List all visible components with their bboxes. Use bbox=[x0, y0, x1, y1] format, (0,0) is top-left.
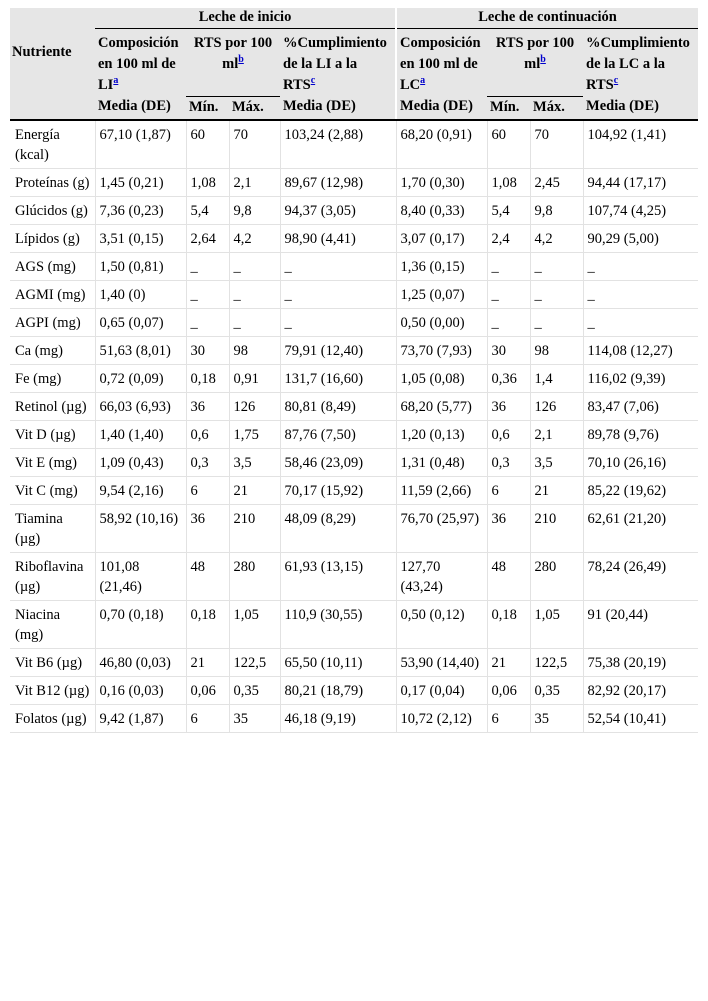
cell-li-media-de: 7,36 (0,23) bbox=[95, 196, 186, 224]
footnote-c-link-2[interactable]: c bbox=[613, 75, 619, 87]
cell-li-rts-min: 5,4 bbox=[186, 196, 229, 224]
cell-nutrient-name: Vit C (mg) bbox=[10, 476, 95, 504]
cell-lc-rts-min: 6 bbox=[487, 476, 530, 504]
table-row bbox=[10, 676, 698, 704]
cell-li-media-de: 9,54 (2,16) bbox=[95, 476, 186, 504]
cell-nutrient-name: Vit E (mg) bbox=[10, 448, 95, 476]
cell-lc-media-de: 68,20 (0,91) bbox=[396, 120, 487, 169]
cell-li-rts-max: 280 bbox=[229, 552, 280, 600]
cell-nutrient-name: Ca (mg) bbox=[10, 336, 95, 364]
cell-lc-rts-min: 0,6 bbox=[487, 420, 530, 448]
cell-li-rts-min: 0,3 bbox=[186, 448, 229, 476]
cell-lc-rts-min: _ bbox=[487, 280, 530, 308]
cell-li-cumplimiento: 61,93 (13,15) bbox=[280, 552, 396, 600]
footnote-c-link[interactable]: c bbox=[310, 75, 316, 87]
cell-nutrient-name: Vit B6 (µg) bbox=[10, 648, 95, 676]
cell-lc-rts-max: 9,8 bbox=[530, 196, 583, 224]
header-li-code: LI bbox=[98, 77, 114, 93]
cell-li-cumplimiento: 80,81 (8,49) bbox=[280, 392, 396, 420]
header-a-la-rts-li: a la RTS bbox=[283, 56, 358, 93]
cell-li-rts-min: 1,08 bbox=[186, 168, 229, 196]
cell-lc-rts-max: 4,2 bbox=[530, 224, 583, 252]
cell-li-cumplimiento: 87,76 (7,50) bbox=[280, 420, 396, 448]
cell-li-cumplimiento: 94,37 (3,05) bbox=[280, 196, 396, 224]
table-row bbox=[10, 600, 698, 648]
cell-li-rts-max: 0,91 bbox=[229, 364, 280, 392]
cell-lc-rts-min: 0,3 bbox=[487, 448, 530, 476]
cell-nutrient-name: Vit D (µg) bbox=[10, 420, 95, 448]
cell-lc-rts-min: 0,06 bbox=[487, 676, 530, 704]
cell-li-rts-max: 21 bbox=[229, 476, 280, 504]
table-row bbox=[10, 224, 698, 252]
cell-lc-media-de: 53,90 (14,40) bbox=[396, 648, 487, 676]
cell-lc-rts-max: 70 bbox=[530, 120, 583, 169]
table-row bbox=[10, 420, 698, 448]
cell-li-cumplimiento: 89,67 (12,98) bbox=[280, 168, 396, 196]
cell-li-rts-max: 70 bbox=[229, 120, 280, 169]
table-row bbox=[10, 648, 698, 676]
header-rts-lc-text: RTS por 100 ml bbox=[495, 35, 575, 72]
cell-lc-media-de: 10,72 (2,12) bbox=[396, 704, 487, 732]
header-max-li: Máx. bbox=[229, 96, 280, 120]
header-li-code-2: LI bbox=[316, 56, 332, 72]
header-media-de-lc: Media (DE) bbox=[396, 96, 487, 120]
cell-lc-cumplimiento: 114,08 (12,27) bbox=[583, 336, 698, 364]
cell-lc-rts-max: 35 bbox=[530, 704, 583, 732]
cell-li-rts-max: 0,35 bbox=[229, 676, 280, 704]
cell-nutrient-name: Niacina (mg) bbox=[10, 600, 95, 648]
cell-li-media-de: 1,40 (0) bbox=[95, 280, 186, 308]
cell-lc-rts-max: 2,1 bbox=[530, 420, 583, 448]
cell-lc-cumplimiento: 70,10 (26,16) bbox=[583, 448, 698, 476]
footnote-b-link-2[interactable]: b bbox=[540, 54, 546, 66]
cell-li-rts-max: 1,05 bbox=[229, 600, 280, 648]
header-nutriente: Nutriente bbox=[10, 8, 95, 96]
cell-lc-cumplimiento: 89,78 (9,76) bbox=[583, 420, 698, 448]
table-row bbox=[10, 476, 698, 504]
cell-li-cumplimiento: 65,50 (10,11) bbox=[280, 648, 396, 676]
cell-lc-rts-max: 0,35 bbox=[530, 676, 583, 704]
cell-li-cumplimiento: 98,90 (4,41) bbox=[280, 224, 396, 252]
cell-lc-rts-min: 0,36 bbox=[487, 364, 530, 392]
cell-li-media-de: 46,80 (0,03) bbox=[95, 648, 186, 676]
cell-li-rts-min: _ bbox=[186, 280, 229, 308]
cell-lc-media-de: 1,36 (0,15) bbox=[396, 252, 487, 280]
cell-li-cumplimiento: _ bbox=[280, 252, 396, 280]
cell-nutrient-name: Folatos (µg) bbox=[10, 704, 95, 732]
cell-lc-rts-min: 6 bbox=[487, 704, 530, 732]
cell-li-cumplimiento: 110,9 (30,55) bbox=[280, 600, 396, 648]
cell-li-rts-max: _ bbox=[229, 308, 280, 336]
cell-nutrient-name: Retinol (µg) bbox=[10, 392, 95, 420]
cell-li-rts-min: 0,18 bbox=[186, 364, 229, 392]
cell-lc-media-de: 1,25 (0,07) bbox=[396, 280, 487, 308]
header-max-lc: Máx. bbox=[530, 96, 583, 120]
cell-lc-media-de: 8,40 (0,33) bbox=[396, 196, 487, 224]
cell-nutrient-name: Proteínas (g) bbox=[10, 168, 95, 196]
cell-li-media-de: 1,09 (0,43) bbox=[95, 448, 186, 476]
cell-li-rts-max: _ bbox=[229, 252, 280, 280]
header-cumplimiento-li bbox=[280, 29, 396, 97]
cell-li-rts-max: 210 bbox=[229, 504, 280, 552]
cell-lc-media-de: 0,17 (0,04) bbox=[396, 676, 487, 704]
cell-lc-rts-max: 126 bbox=[530, 392, 583, 420]
cell-li-rts-min: 0,18 bbox=[186, 600, 229, 648]
cell-li-rts-min: _ bbox=[186, 308, 229, 336]
header-group-leche-de-continuacion: Leche de continuación bbox=[396, 8, 698, 29]
header-min-li: Mín. bbox=[186, 96, 229, 120]
cell-nutrient-name: Lípidos (g) bbox=[10, 224, 95, 252]
cell-lc-media-de: 3,07 (0,17) bbox=[396, 224, 487, 252]
cell-li-rts-min: 30 bbox=[186, 336, 229, 364]
table-row bbox=[10, 504, 698, 552]
cell-lc-rts-max: 1,05 bbox=[530, 600, 583, 648]
footnote-a-link-2[interactable]: a bbox=[420, 75, 426, 87]
cell-lc-rts-min: _ bbox=[487, 252, 530, 280]
table-row bbox=[10, 308, 698, 336]
cell-lc-cumplimiento: 52,54 (10,41) bbox=[583, 704, 698, 732]
cell-li-rts-max: 3,5 bbox=[229, 448, 280, 476]
cell-lc-cumplimiento: 91 (20,44) bbox=[583, 600, 698, 648]
cell-li-cumplimiento: _ bbox=[280, 308, 396, 336]
cell-lc-rts-max: 98 bbox=[530, 336, 583, 364]
footnote-a-link[interactable]: a bbox=[113, 75, 119, 87]
table-body bbox=[10, 120, 698, 733]
cell-li-rts-max: _ bbox=[229, 280, 280, 308]
cell-li-rts-max: 126 bbox=[229, 392, 280, 420]
header-media-de-li: Media (DE) bbox=[95, 96, 186, 120]
header-cumplimiento-lc-text: %Cumplimiento de la bbox=[586, 35, 690, 72]
table-row bbox=[10, 364, 698, 392]
cell-lc-cumplimiento: _ bbox=[583, 252, 698, 280]
header-composicion-lc-text: Composición en 100 ml de bbox=[400, 35, 481, 72]
cell-li-rts-min: 21 bbox=[186, 648, 229, 676]
header-rts-li-text: RTS por 100 ml bbox=[193, 35, 273, 72]
cell-nutrient-name: AGS (mg) bbox=[10, 252, 95, 280]
cell-lc-media-de: 0,50 (0,00) bbox=[396, 308, 487, 336]
cell-lc-rts-max: 3,5 bbox=[530, 448, 583, 476]
cell-li-rts-max: 9,8 bbox=[229, 196, 280, 224]
cell-li-media-de: 9,42 (1,87) bbox=[95, 704, 186, 732]
cell-nutrient-name: Vit B12 (µg) bbox=[10, 676, 95, 704]
cell-lc-rts-max: 280 bbox=[530, 552, 583, 600]
header-lc-code: LC bbox=[400, 77, 421, 93]
cell-lc-cumplimiento: 104,92 (1,41) bbox=[583, 120, 698, 169]
cell-lc-media-de: 73,70 (7,93) bbox=[396, 336, 487, 364]
cell-lc-media-de: 11,59 (2,66) bbox=[396, 476, 487, 504]
cell-li-media-de: 58,92 (10,16) bbox=[95, 504, 186, 552]
cell-lc-cumplimiento: 94,44 (17,17) bbox=[583, 168, 698, 196]
cell-lc-cumplimiento: 116,02 (9,39) bbox=[583, 364, 698, 392]
header-rts-lc bbox=[487, 29, 583, 97]
cell-lc-rts-max: 122,5 bbox=[530, 648, 583, 676]
cell-lc-rts-max: 1,4 bbox=[530, 364, 583, 392]
header-group-leche-de-inicio: Leche de inicio bbox=[95, 8, 396, 29]
cell-li-rts-min: 48 bbox=[186, 552, 229, 600]
cell-lc-rts-max: _ bbox=[530, 252, 583, 280]
cell-lc-rts-min: 5,4 bbox=[487, 196, 530, 224]
cell-lc-cumplimiento: 90,29 (5,00) bbox=[583, 224, 698, 252]
cell-li-cumplimiento: 79,91 (12,40) bbox=[280, 336, 396, 364]
cell-lc-rts-min: 0,18 bbox=[487, 600, 530, 648]
cell-lc-rts-max: 2,45 bbox=[530, 168, 583, 196]
header-blank bbox=[10, 96, 95, 120]
cell-lc-rts-max: _ bbox=[530, 280, 583, 308]
cell-li-rts-min: 2,64 bbox=[186, 224, 229, 252]
cell-li-cumplimiento: 48,09 (8,29) bbox=[280, 504, 396, 552]
cell-lc-media-de: 76,70 (25,97) bbox=[396, 504, 487, 552]
nutrient-comparison-table bbox=[10, 8, 698, 733]
cell-li-media-de: 67,10 (1,87) bbox=[95, 120, 186, 169]
cell-lc-cumplimiento: 107,74 (4,25) bbox=[583, 196, 698, 224]
header-lc-code-2: LC bbox=[619, 56, 640, 72]
cell-li-cumplimiento: _ bbox=[280, 280, 396, 308]
cell-lc-rts-min: 48 bbox=[487, 552, 530, 600]
cell-lc-media-de: 1,20 (0,13) bbox=[396, 420, 487, 448]
cell-nutrient-name: Fe (mg) bbox=[10, 364, 95, 392]
header-min-lc: Mín. bbox=[487, 96, 530, 120]
cell-li-rts-max: 35 bbox=[229, 704, 280, 732]
nutrient-table-container bbox=[10, 8, 698, 733]
cell-li-media-de: 0,72 (0,09) bbox=[95, 364, 186, 392]
header-a-la-rts-lc: a la RTS bbox=[586, 56, 665, 93]
cell-lc-rts-min: 2,4 bbox=[487, 224, 530, 252]
cell-li-rts-min: 0,6 bbox=[186, 420, 229, 448]
cell-nutrient-name: AGPI (mg) bbox=[10, 308, 95, 336]
header-cumplimiento-lc bbox=[583, 29, 698, 97]
table-row bbox=[10, 392, 698, 420]
footnote-b-link[interactable]: b bbox=[238, 54, 244, 66]
cell-li-media-de: 1,50 (0,81) bbox=[95, 252, 186, 280]
cell-li-rts-max: 122,5 bbox=[229, 648, 280, 676]
cell-lc-media-de: 68,20 (5,77) bbox=[396, 392, 487, 420]
header-media-de-li-cumpl: Media (DE) bbox=[280, 96, 396, 120]
cell-lc-cumplimiento: 78,24 (26,49) bbox=[583, 552, 698, 600]
cell-lc-rts-max: _ bbox=[530, 308, 583, 336]
cell-li-media-de: 66,03 (6,93) bbox=[95, 392, 186, 420]
cell-li-media-de: 0,65 (0,07) bbox=[95, 308, 186, 336]
cell-li-rts-min: 6 bbox=[186, 704, 229, 732]
cell-lc-rts-min: 1,08 bbox=[487, 168, 530, 196]
cell-lc-rts-min: _ bbox=[487, 308, 530, 336]
cell-lc-rts-max: 21 bbox=[530, 476, 583, 504]
header-media-de-lc-cumpl: Media (DE) bbox=[583, 96, 698, 120]
table-row bbox=[10, 552, 698, 600]
cell-nutrient-name: Riboflavina (µg) bbox=[10, 552, 95, 600]
cell-li-media-de: 0,70 (0,18) bbox=[95, 600, 186, 648]
table-row bbox=[10, 168, 698, 196]
cell-lc-media-de: 127,70 (43,24) bbox=[396, 552, 487, 600]
cell-li-rts-min: 36 bbox=[186, 392, 229, 420]
cell-nutrient-name: Glúcidos (g) bbox=[10, 196, 95, 224]
cell-lc-cumplimiento: 82,92 (20,17) bbox=[583, 676, 698, 704]
cell-li-cumplimiento: 103,24 (2,88) bbox=[280, 120, 396, 169]
cell-lc-media-de: 1,31 (0,48) bbox=[396, 448, 487, 476]
cell-lc-rts-max: 210 bbox=[530, 504, 583, 552]
cell-lc-cumplimiento: 62,61 (21,20) bbox=[583, 504, 698, 552]
cell-li-rts-max: 4,2 bbox=[229, 224, 280, 252]
table-row bbox=[10, 704, 698, 732]
table-row bbox=[10, 120, 698, 169]
cell-li-media-de: 1,45 (0,21) bbox=[95, 168, 186, 196]
cell-li-media-de: 0,16 (0,03) bbox=[95, 676, 186, 704]
cell-li-media-de: 1,40 (1,40) bbox=[95, 420, 186, 448]
cell-nutrient-name: Tiamina (µg) bbox=[10, 504, 95, 552]
cell-lc-rts-min: 36 bbox=[487, 504, 530, 552]
cell-lc-rts-min: 30 bbox=[487, 336, 530, 364]
cell-lc-cumplimiento: 85,22 (19,62) bbox=[583, 476, 698, 504]
cell-li-media-de: 51,63 (8,01) bbox=[95, 336, 186, 364]
cell-lc-cumplimiento: 83,47 (7,06) bbox=[583, 392, 698, 420]
cell-lc-cumplimiento: 75,38 (20,19) bbox=[583, 648, 698, 676]
cell-li-rts-max: 98 bbox=[229, 336, 280, 364]
cell-lc-rts-min: 21 bbox=[487, 648, 530, 676]
cell-lc-rts-min: 60 bbox=[487, 120, 530, 169]
cell-lc-media-de: 1,05 (0,08) bbox=[396, 364, 487, 392]
cell-li-cumplimiento: 80,21 (18,79) bbox=[280, 676, 396, 704]
table-row bbox=[10, 252, 698, 280]
cell-li-rts-min: 60 bbox=[186, 120, 229, 169]
table-row bbox=[10, 448, 698, 476]
cell-lc-rts-min: 36 bbox=[487, 392, 530, 420]
cell-nutrient-name: AGMI (mg) bbox=[10, 280, 95, 308]
cell-nutrient-name: Energía (kcal) bbox=[10, 120, 95, 169]
header-rts-li bbox=[186, 29, 280, 97]
cell-li-media-de: 3,51 (0,15) bbox=[95, 224, 186, 252]
table-row bbox=[10, 196, 698, 224]
cell-li-rts-max: 1,75 bbox=[229, 420, 280, 448]
cell-li-rts-min: _ bbox=[186, 252, 229, 280]
cell-li-cumplimiento: 46,18 (9,19) bbox=[280, 704, 396, 732]
table-row bbox=[10, 336, 698, 364]
header-composicion-li bbox=[95, 29, 186, 97]
header-cumplimiento-li-text: %Cumplimiento de la bbox=[283, 35, 387, 72]
cell-lc-media-de: 0,50 (0,12) bbox=[396, 600, 487, 648]
header-composicion-li-text: Composición en 100 ml de bbox=[98, 35, 179, 72]
cell-li-cumplimiento: 70,17 (15,92) bbox=[280, 476, 396, 504]
cell-lc-cumplimiento: _ bbox=[583, 280, 698, 308]
cell-li-rts-min: 36 bbox=[186, 504, 229, 552]
cell-li-cumplimiento: 58,46 (23,09) bbox=[280, 448, 396, 476]
cell-li-rts-min: 6 bbox=[186, 476, 229, 504]
table-row bbox=[10, 280, 698, 308]
table-header bbox=[10, 8, 698, 120]
cell-li-media-de: 101,08 (21,46) bbox=[95, 552, 186, 600]
cell-lc-media-de: 1,70 (0,30) bbox=[396, 168, 487, 196]
header-composicion-lc bbox=[396, 29, 487, 97]
cell-li-rts-min: 0,06 bbox=[186, 676, 229, 704]
cell-li-cumplimiento: 131,7 (16,60) bbox=[280, 364, 396, 392]
cell-lc-cumplimiento: _ bbox=[583, 308, 698, 336]
cell-li-rts-max: 2,1 bbox=[229, 168, 280, 196]
